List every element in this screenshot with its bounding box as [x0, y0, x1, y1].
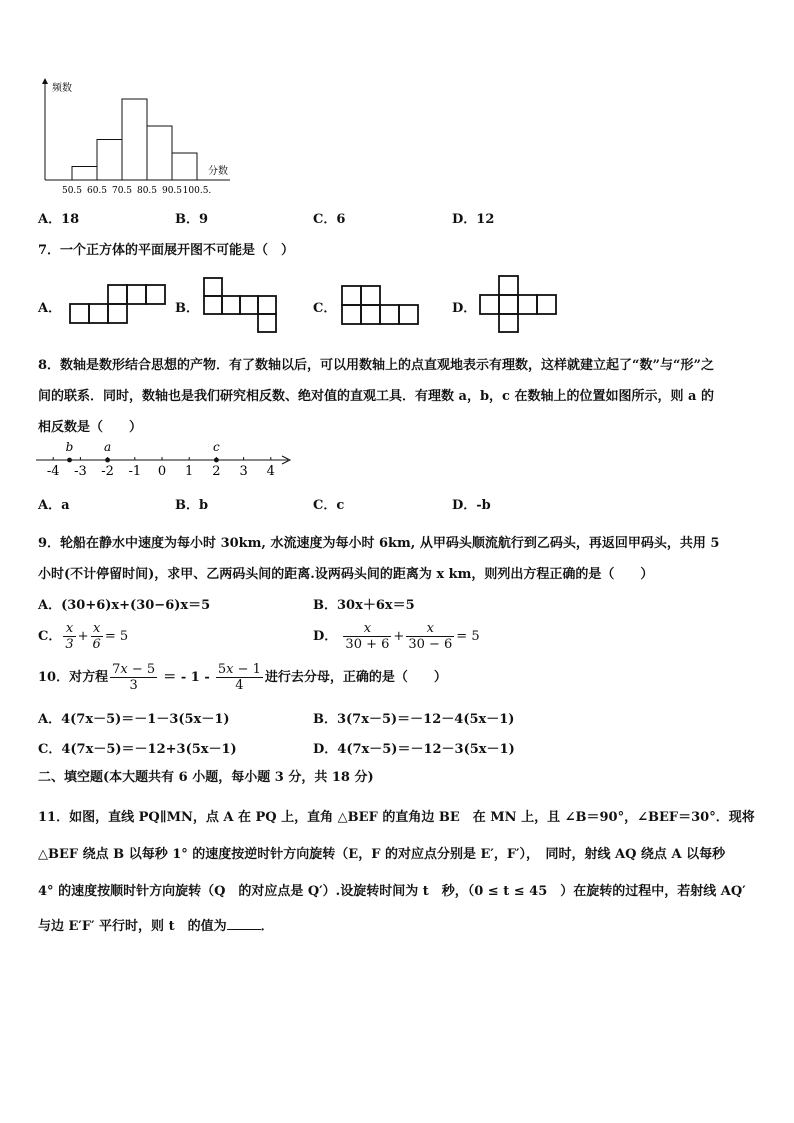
q10-option-b: B．3(7x－5)＝－12－4(5x－1) — [313, 712, 515, 727]
q8-line-2: 间的联系．同时，数轴也是我们研究相反数、绝对值的直观工具．有理数 a，b，c 在数轴上的位置如图所示，则 a 的 — [38, 389, 714, 404]
q7-net-d — [478, 274, 560, 334]
q11-line-3: 4° 的速度按顺时针方向旋转（Q 的对应点是 Q′）.设旋转时间为 t 秒，（0 ≤ t ≤ 45 ）在旋转的过程中，若射线 AQ′ — [38, 884, 746, 899]
q10-option-c: C．4(7x－5)＝－12+3(5x－1) — [38, 742, 237, 757]
q8-option-b: B．b — [175, 498, 209, 513]
q11-line-4-text: 与边 E′F′ 平行时，则 t 的值为 — [38, 919, 227, 934]
q6-option-d: D．12 — [452, 212, 495, 227]
number-line-tick-label: -1 — [128, 464, 142, 479]
number-line-point-a — [105, 458, 110, 463]
q9-option-d-label: D． — [313, 629, 338, 644]
number-line-point-label: c — [213, 440, 220, 454]
histogram-tick-label: 100.5. — [182, 186, 212, 196]
section-heading: 二、填空题(本大题共有 6 小题，每小题 3 分，共 18 分) — [38, 770, 374, 785]
histogram-tick-label: 80.5 — [136, 186, 158, 196]
histogram-bar — [147, 126, 172, 180]
y-axis-label: 频数 — [52, 83, 72, 94]
q7-stem: 7．一个正方体的平面展开图不可能是（ ） — [38, 243, 295, 258]
histogram-bar — [72, 167, 97, 181]
q8-line-3: 相反数是（ ） — [38, 420, 143, 435]
q9-line-1: 9．轮船在静水中速度为每小时 30km, 水流速度为每小时 6km, 从甲码头顺流航行到乙码头，再返回甲码头，共用 5 — [38, 536, 720, 551]
q11-line-1: 11．如图，直线 PQ∥MN，点 A 在 PQ 上，直角 △BEF 的直角边 BE 在 MN 上，且 ∠B＝90°，∠BEF＝30°．现将 — [38, 810, 755, 825]
q11-line-4-end: ． — [260, 919, 274, 934]
number-line-tick-label: 3 — [239, 464, 248, 479]
q7-net-b — [202, 276, 280, 334]
q10-suffix: 进行去分母，正确的是（ ） — [264, 670, 447, 685]
number-line-tick-label: -4 — [46, 464, 60, 479]
x-axis-label: 分数 — [208, 166, 228, 177]
q9-option-a: A．(30+6)x+(30−6)x＝5 — [38, 598, 211, 613]
q11-line-4 — [38, 915, 274, 934]
q6-option-b: B．9 — [175, 212, 209, 227]
q9-option-d: D． $\frac{x}{30 + 6}$ + $\frac{x}{30 - 6}$ = 5 — [313, 621, 480, 652]
q8-option-d: D．-b — [452, 498, 491, 513]
number-line-tick-label: 1 — [185, 464, 194, 479]
q7-net-a — [68, 282, 170, 327]
number-line-point-label: b — [65, 440, 74, 454]
q9-option-c: C． $\frac{x}{3}$ + $\frac{x}{6}$ = 5 — [38, 621, 129, 652]
number-line — [34, 438, 296, 480]
q9-option-b: B．30x＋6x＝5 — [313, 598, 415, 613]
q10-option-a: A．4(7x－5)＝－1－3(5x－1) — [38, 712, 230, 727]
number-line-point-b — [67, 458, 72, 463]
q8-option-c: C．c — [313, 498, 345, 513]
histogram-bar — [122, 99, 147, 180]
answer-blank[interactable] — [227, 917, 261, 930]
histogram-tick-label: 60.5 — [86, 186, 108, 196]
q6-option-a: A．18 — [38, 212, 80, 227]
q7-label-a: A． — [38, 301, 62, 316]
number-line-tick-label: 4 — [266, 464, 275, 479]
q10-prefix: 10．对方程 — [38, 670, 109, 685]
q8-option-a: A．a — [38, 498, 70, 513]
q10-stem: 10．对方程 $\frac{7x - 5}{3}$ ＝ - 1 - $\frac{5x - 1}{4}$ 进行去分母，正确的是（ ） — [38, 662, 447, 693]
number-line-tick-label: 2 — [212, 464, 221, 479]
q11-line-2: △BEF 绕点 B 以每秒 1° 的速度按逆时针方向旋转（E，F 的对应点分别是 E′，F′）， 同时，射线 AQ 绕点 A 以每秒 — [38, 847, 726, 862]
q9-line-2: 小时(不计停留时间)，求甲、乙两码头间的距离.设两码头间的距离为 x km，则列出方程正确的是（ ） — [38, 567, 654, 582]
number-line-point-c — [214, 458, 219, 463]
q7-net-c — [340, 284, 422, 326]
q10-option-d: D．4(7x－5)＝－12－3(5x－1) — [313, 742, 515, 757]
q7-label-d: D． — [452, 301, 477, 316]
histogram-tick-label: 50.5 — [61, 186, 83, 196]
histogram-tick-label: 70.5 — [111, 186, 133, 196]
histogram-bar — [172, 153, 197, 180]
histogram-tick-label: 90.5 — [161, 186, 183, 196]
q7-label-b: B． — [175, 301, 199, 316]
q8-line-1: 8．数轴是数形结合思想的产物．有了数轴以后，可以用数轴上的点直观地表示有理数，这样就建立起了“数”与“形”之 — [38, 358, 714, 373]
number-line-tick-label: -2 — [101, 464, 114, 479]
histogram-bar — [97, 140, 122, 181]
number-line-point-label: a — [104, 440, 112, 454]
q6-option-c: C．6 — [313, 212, 346, 227]
q9-option-c-label: C． — [38, 629, 62, 644]
number-line-tick-label: -3 — [74, 464, 87, 479]
number-line-tick-label: 0 — [157, 464, 167, 479]
q7-label-c: C． — [313, 301, 337, 316]
histogram-chart — [30, 72, 240, 200]
